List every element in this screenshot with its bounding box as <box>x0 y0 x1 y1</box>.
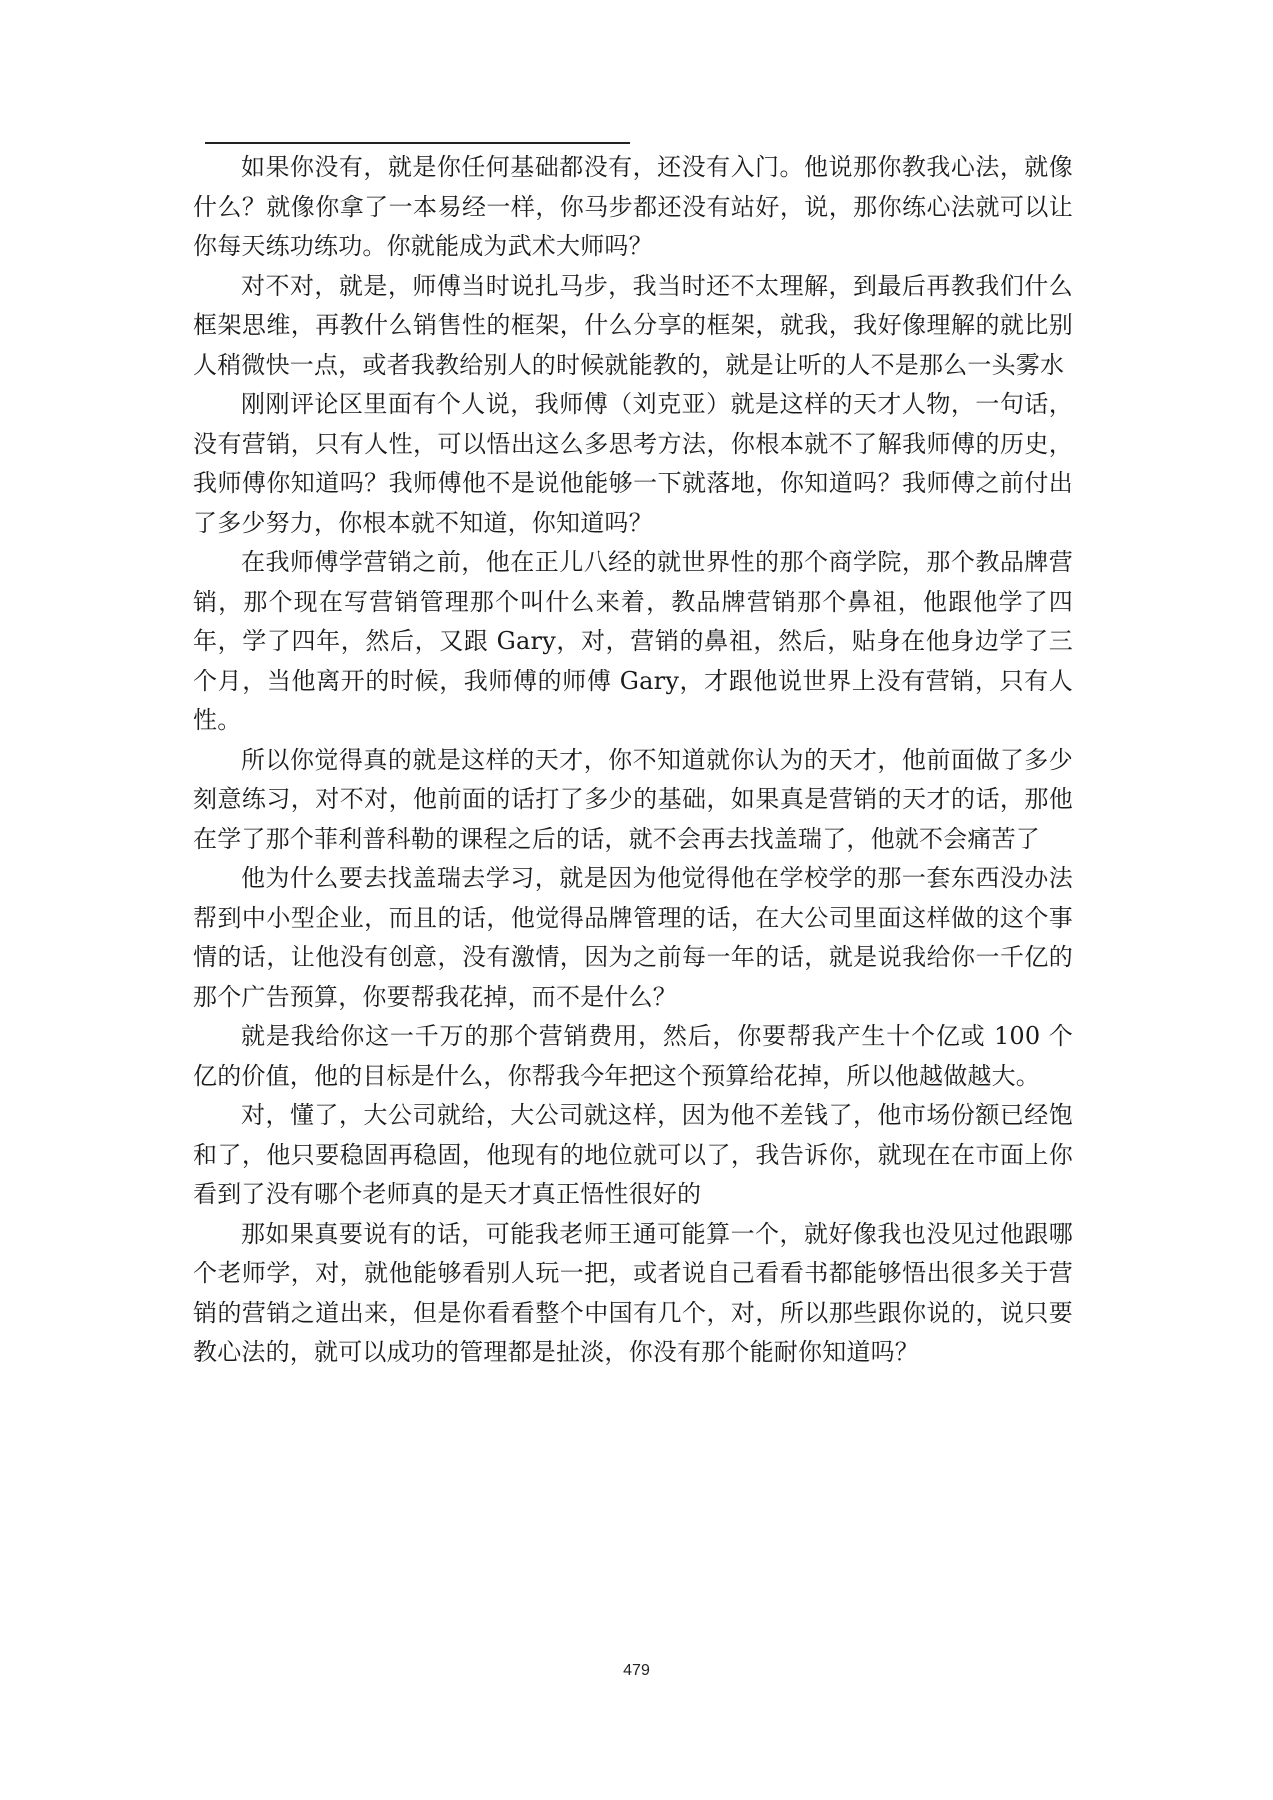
paragraph: 对，懂了，大公司就给，大公司就这样，因为他不差钱了，他市场份额已经饱和了，他只要稳固再稳固，他现有的地位就可以了，我告诉你，就现在在市面上你看到了没有哪个老师真的是天才真正悟性很好的 <box>193 1101 1073 1208</box>
paragraph: 他为什么要去找盖瑞去学习，就是因为他觉得他在学校学的那一套东西没办法帮到中小型企业，而且的话，他觉得品牌管理的话，在大公司里面这样做的这个事情的话，让他没有创意，没有激情，因为之前每一年的话，就是说我给你一千亿的那个广告预算，你要帮我花掉，而不是什么？ <box>193 864 1073 1011</box>
top-rule-divider <box>205 142 630 144</box>
page-number: 479 <box>623 1662 650 1679</box>
paragraph: 刚刚评论区里面有个人说，我师傅（刘克亚）就是这样的天才人物，一句话，没有营销，只有人性，可以悟出这么多思考方法，你根本就不了解我师傅的历史，我师傅你知道吗？我师傅他不是说他能够一下就落地，你知道吗？我师傅之前付出了多少努力，你根本就不知道，你知道吗？ <box>193 390 1073 537</box>
paragraph: 所以你觉得真的就是这样的天才，你不知道就你认为的天才，他前面做了多少刻意练习，对不对，他前面的话打了多少的基础，如果真是营销的天才的话，那他在学了那个菲利普科勒的课程之后的话，就不会再去找盖瑞了，他就不会痛苦了 <box>193 745 1073 853</box>
paragraph: 如果你没有，就是你任何基础都没有，还没有入门。他说那你教我心法，就像什么？就像你拿了一本易经一样，你马步都还没有站好，说，那你练心法就可以让你每天练功练功。你就能成为武术大师吗？ <box>193 153 1073 260</box>
body-text <box>193 148 1073 1373</box>
paragraph: 对不对，就是，师傅当时说扎马步，我当时还不太理解，到最后再教我们什么框架思维，再教什么销售性的框架，什么分享的框架，就我，我好像理解的就比别人稍微快一点，或者我教给别人的时候就能教的，就是让听的人不是那么一头雾水 <box>193 271 1073 379</box>
paragraph: 在我师傅学营销之前，他在正儿八经的就世界性的那个商学院，那个教品牌营销，那个现在写营销管理那个叫什么来着，教品牌营销那个鼻祖，他跟他学了四年，学了四年，然后，又跟 Gary，对，营销的鼻祖，然后，贴身在他身边学了三个月，当他离开的时候，我师傅的师傅 Gary，才跟他说世界上没有营销，只有人性。 <box>193 548 1073 734</box>
paragraph: 就是我给你这一千万的那个营销费用，然后，你要帮我产生十个亿或 100 个亿的价值，他的目标是什么，你帮我今年把这个预算给花掉，所以他越做越大。 <box>193 1022 1073 1090</box>
paragraph: 那如果真要说有的话，可能我老师王通可能算一个，就好像我也没见过他跟哪个老师学，对，就他能够看别人玩一把，或者说自己看看书都能够悟出很多关于营销的营销之道出来，但是你看看整个中国有几个，对，所以那些跟你说的，说只要教心法的，就可以成功的管理都是扯淡，你没有那个能耐你知道吗？ <box>193 1219 1073 1366</box>
